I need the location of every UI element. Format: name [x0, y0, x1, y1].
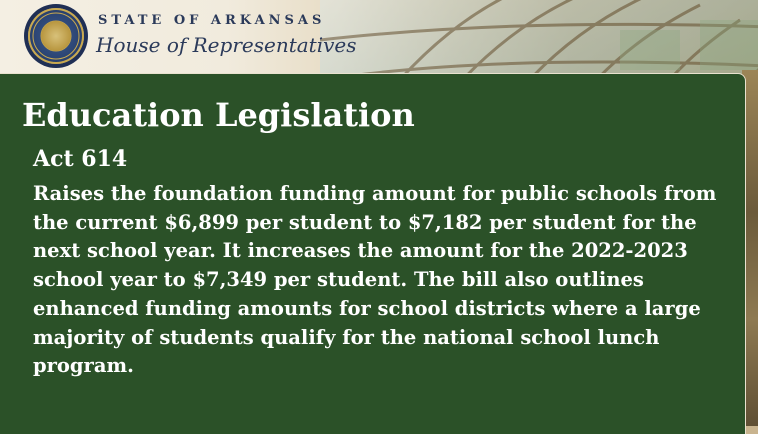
house-label: House of Representatives [96, 33, 357, 57]
stained-glass-dome-image [320, 0, 758, 78]
act-number: Act 614 [33, 146, 128, 172]
header-banner [0, 0, 758, 78]
state-label: STATE OF ARKANSAS [98, 13, 326, 28]
page-title: Education Legislation [22, 96, 415, 134]
seal-logo [28, 8, 84, 64]
act-description: Raises the foundation funding amount for public schools from the current $6,899 per student to $7,182 per student for the next school year. It increases the amount for the 2022-2023 school year to $7,349 per student. The bill also outlines enhanced funding amounts for school districts where a large majority of students qualify for the national school lunch program. [33, 182, 717, 378]
